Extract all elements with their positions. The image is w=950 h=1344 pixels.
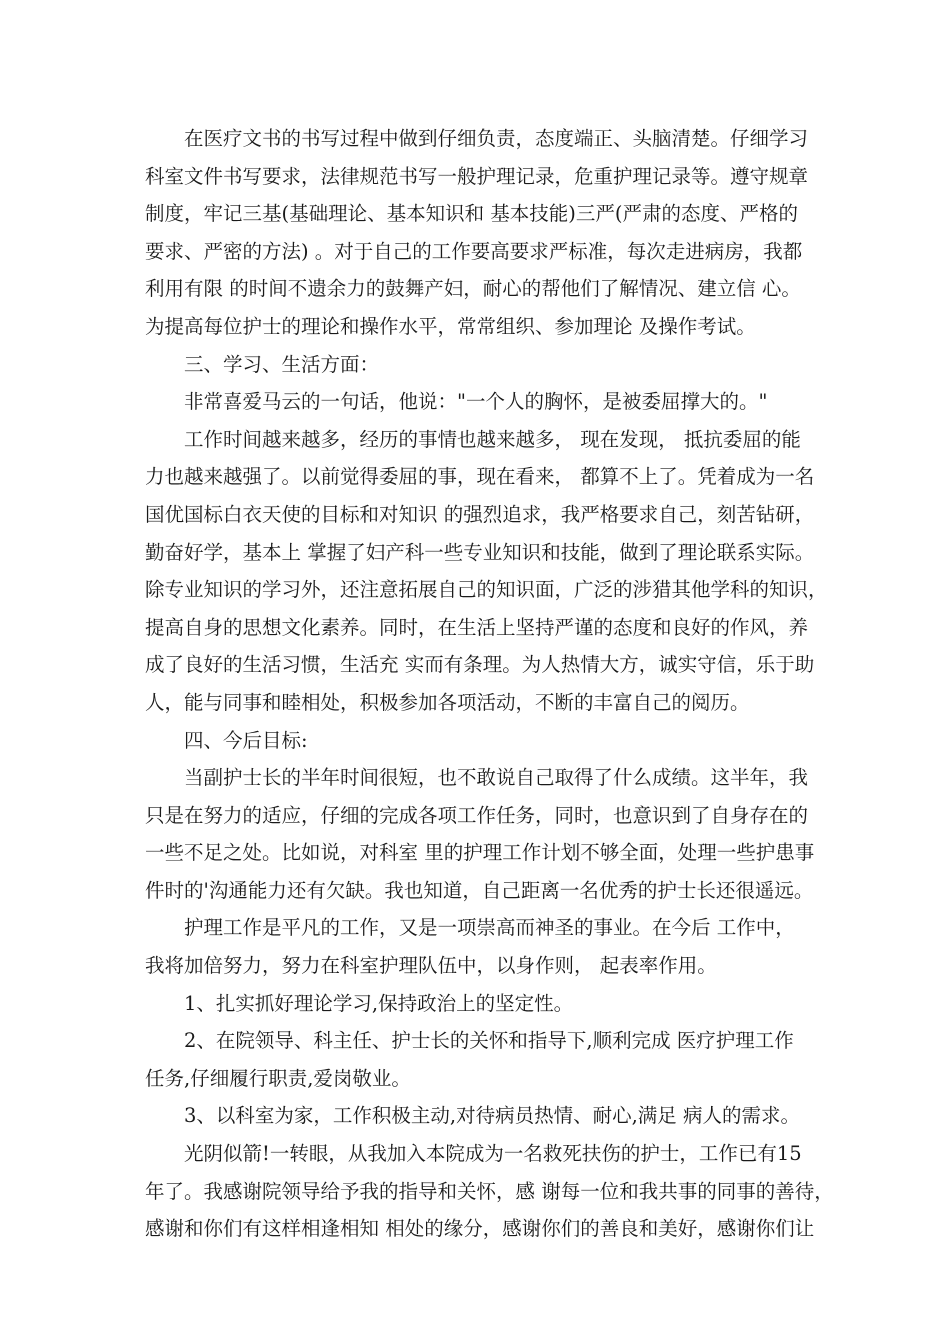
list-item-2 (145, 1022, 815, 1097)
text-line: 护理工作是平凡的工作，又是一项崇高而神圣的事业。在今后 工作中， (184, 916, 795, 940)
heading-text: 三、学习、生活方面： (184, 352, 380, 376)
text-line: 为提高每位护士的理论和操作水平，常常组织、参加理论 及操作考试。 (145, 314, 756, 338)
text-line: 年了。我感谢院领导给予我的指导和关怀，感 谢每一位和我共事的同事的善待， (145, 1179, 834, 1203)
text-line: 科室文件书写要求，法律规范书写一般护理记录，危重护理记录等。遵守规章 (145, 164, 809, 188)
text-line: 在医疗文书的书写过程中做到仔细负责，态度端正、头脑清楚。仔细学习 (184, 127, 809, 150)
text-line: 提高自身的思想文化素养。同时，在生活上坚持严谨的态度和良好的作风，养 (145, 615, 809, 639)
text-line: 成了良好的生活习惯，生活充 实而有条理。为人热情大方，诚实守信，乐于助 (145, 653, 815, 677)
text-line: 制度，牢记三基(基础理论、基本知识和 基本技能)三严(严肃的态度、严格的 (145, 202, 799, 226)
text-line: 非常喜爱马云的一句话，他说："一个人的胸怀，是被委屈撑大的。" (184, 390, 768, 414)
section-heading-study-life (145, 346, 815, 384)
paragraph-work-experience (145, 421, 828, 722)
text-line: 力也越来越强了。以前觉得委屈的事，现在看来， 都算不上了。凭着成为一名 (145, 465, 815, 489)
text-line: 工作时间越来越多，经历的事情也越来越多， 现在发现， 抵抗委屈的能 (184, 427, 801, 451)
section-heading-future-goals (145, 722, 815, 760)
list-item-3 (145, 1097, 815, 1135)
text-line: 件时的'沟通能力还有欠缺。我也知道，自己距离一名优秀的护士长还很遥远。 (145, 878, 814, 902)
text-line: 我将加倍努力，努力在科室护理队伍中，以身作则， 起表率作用。 (145, 954, 717, 978)
text-line: 人，能与同事和睦相处，积极参加各项活动，不断的丰富自己的阅历。 (145, 690, 750, 714)
text-line: 除专业知识的学习外，还注意拓展自己的知识面，广泛的涉猎其他学科的知识， (145, 578, 828, 602)
text-line: 勤奋好学，基本上 掌握了妇产科一些专业知识和技能，做到了理论联系实际。 (145, 540, 815, 564)
paragraph-gratitude (145, 1135, 834, 1248)
document-body (145, 120, 834, 1248)
text-line: 3、以科室为家，工作积极主动,对待病员热情、耐心,满足 病人的需求。 (184, 1104, 801, 1128)
text-line: 一些不足之处。比如说，对科室 里的护理工作计划不够全面，处理一些护患事 (145, 841, 815, 865)
text-line: 要求、严密的方法) 。对于自己的工作要高要求严标准，每次走进病房，我都 (145, 239, 803, 263)
text-line: 感谢和你们有这样相逢相知 相处的缘分，感谢你们的善良和美好，感谢你们让 (145, 1217, 815, 1241)
list-item-1 (145, 985, 815, 1023)
text-line: 任务,仔细履行职责,爱岗敬业。 (145, 1066, 411, 1090)
text-line: 利用有限 的时间不遗余力的鼓舞产妇，耐心的帮他们了解情况、建立信 心。 (145, 277, 801, 301)
paragraph-nursing-work (145, 909, 815, 984)
heading-text: 四、今后目标: (184, 728, 308, 752)
text-line: 1、扎实抓好理论学习,保持政治上的坚定性。 (184, 991, 574, 1015)
paragraph-half-year-review (145, 759, 815, 909)
paragraph-quote (145, 383, 815, 421)
text-line: 2、在院领导、科主任、护士长的关怀和指导下,顺利完成 医疗护理工作 (184, 1029, 794, 1053)
text-line: 只是在努力的适应，仔细的完成各项工作任务，同时，也意识到了自身存在的 (145, 803, 809, 827)
text-line: 光阴似箭!一转眼，从我加入本院成为一名救死扶伤的护士，工作已有15 (184, 1142, 802, 1166)
paragraph-medical-documents (145, 120, 815, 346)
text-line: 国优国标白衣天使的目标和对知识 的强烈追求，我严格要求自己，刻苦钻研， (145, 502, 815, 526)
text-line: 当副护士长的半年时间很短，也不敢说自己取得了什么成绩。这半年，我 (184, 766, 809, 790)
